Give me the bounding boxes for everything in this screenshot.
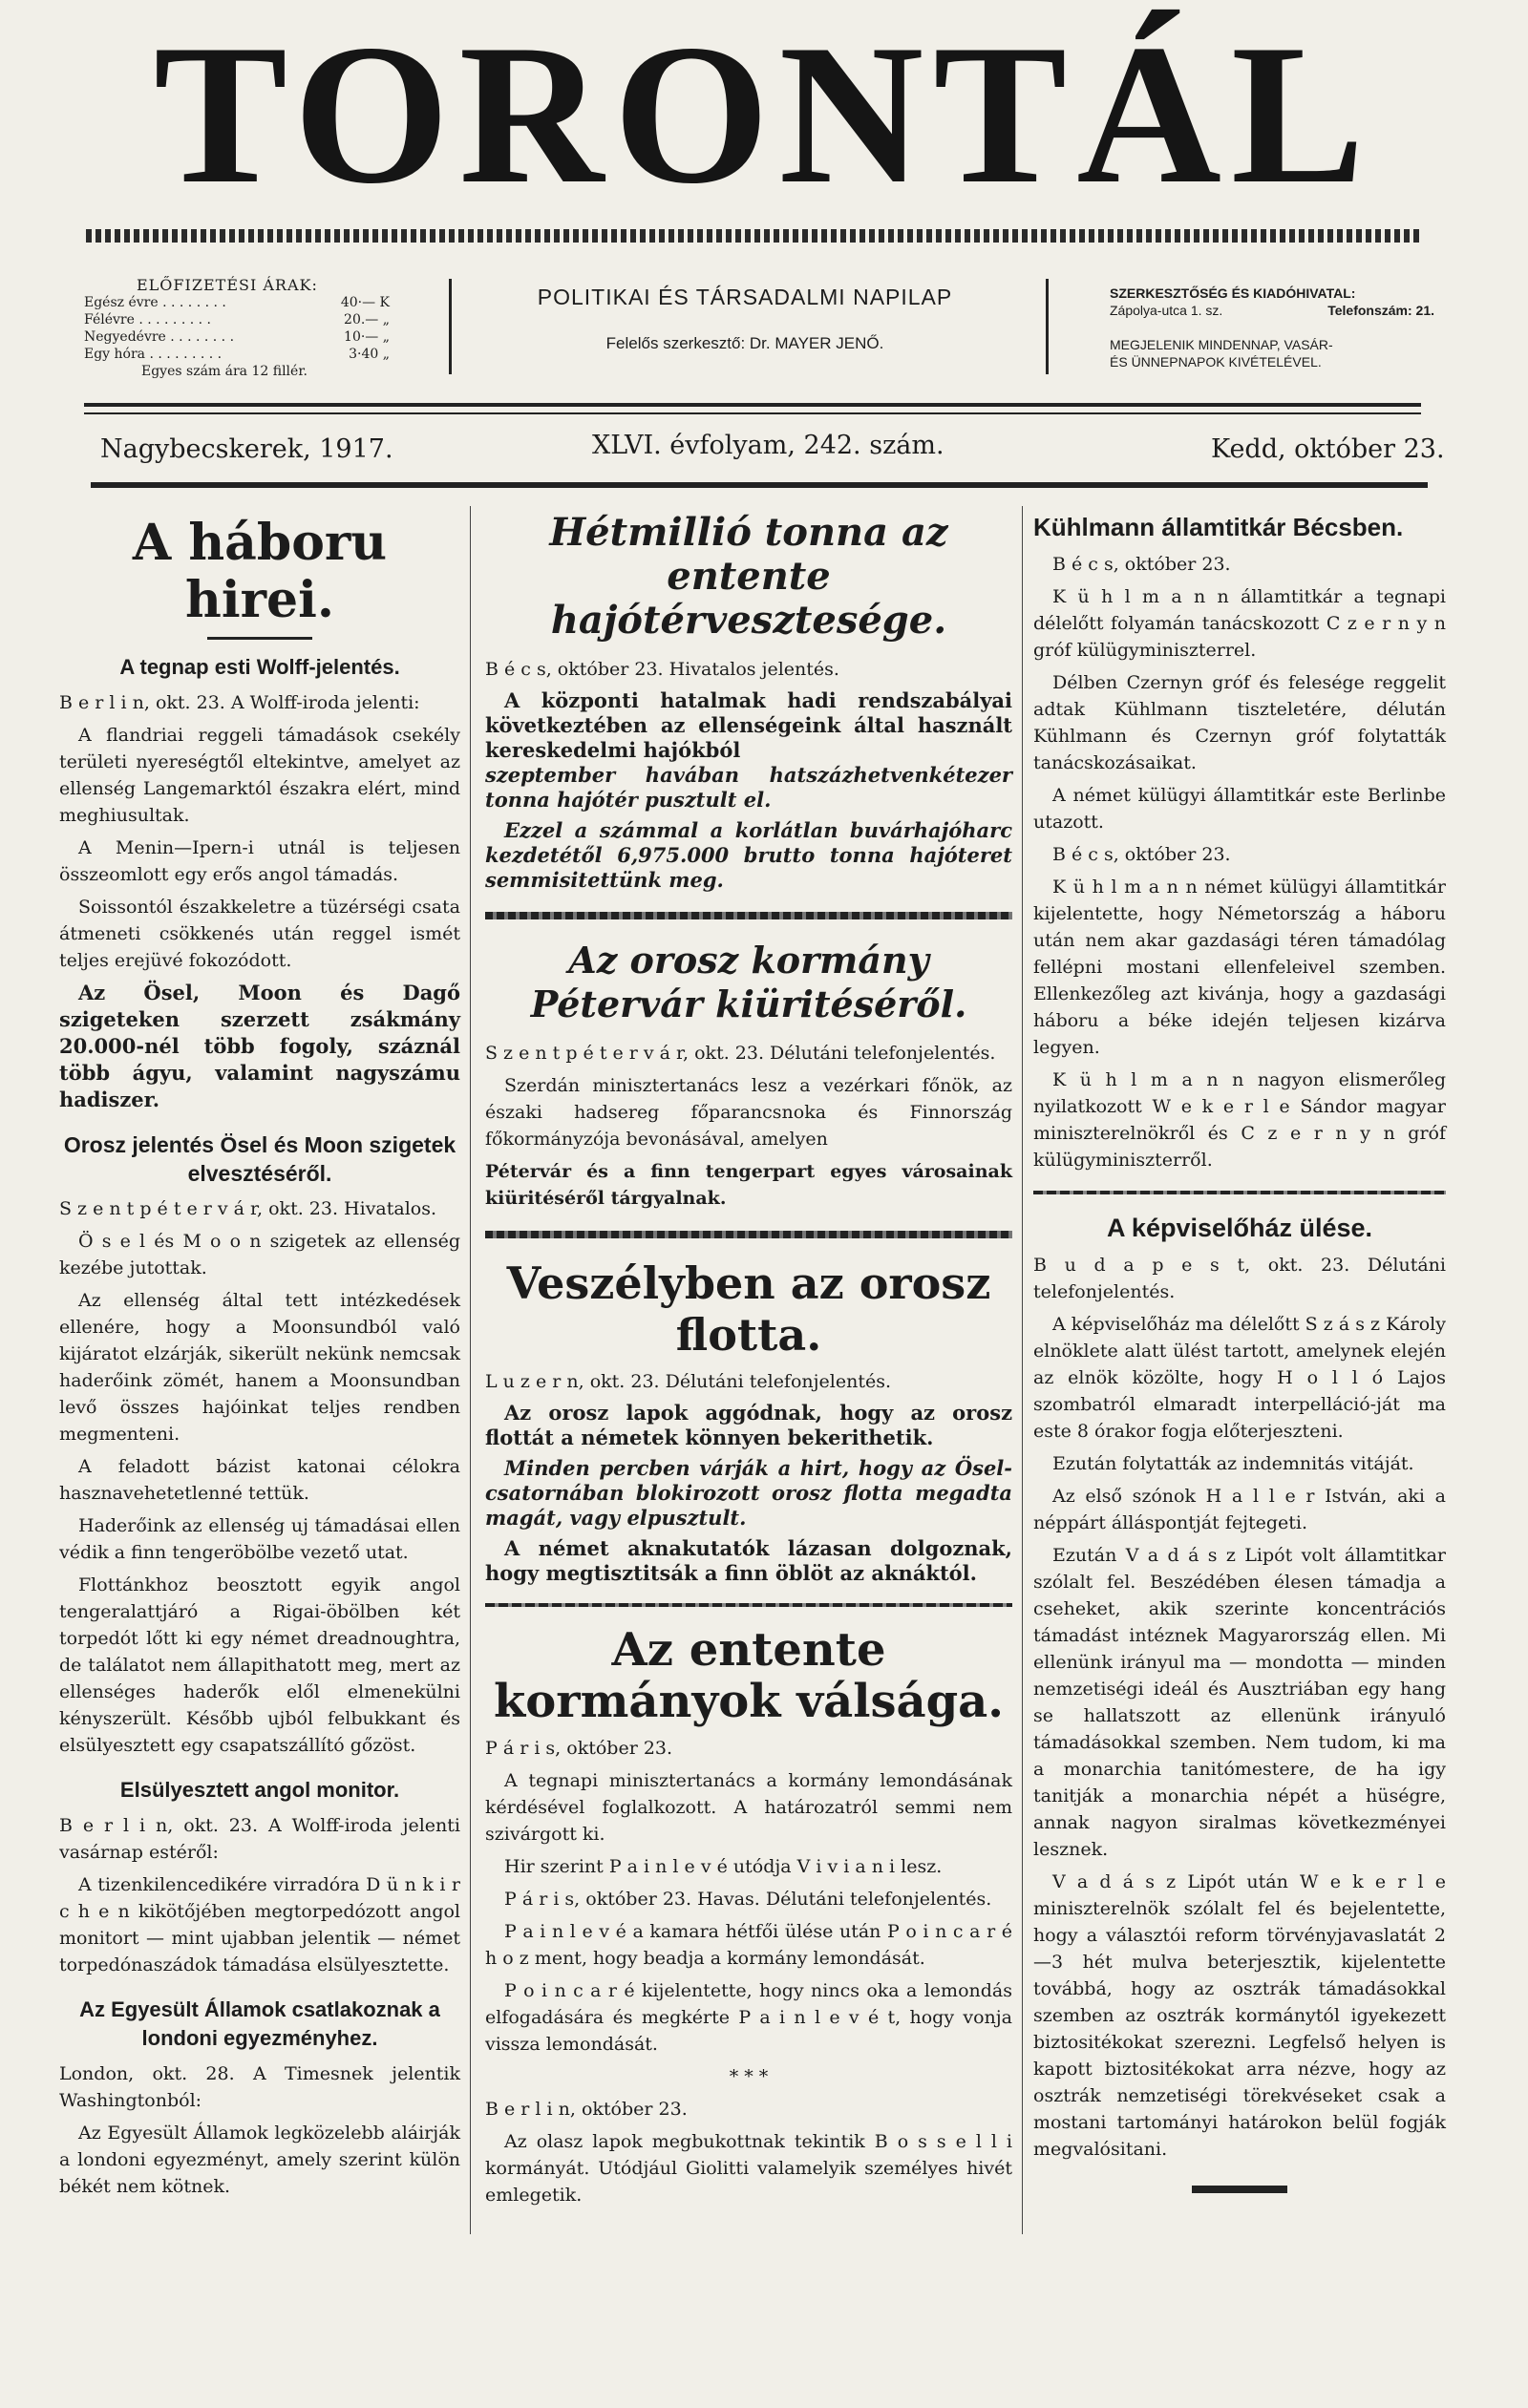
article-text: Haderőink az ellenség uj támadásai ellen védik a finn tengeröbölbe vezető utat. — [59, 1515, 460, 1563]
article-text: Ezzel a számmal a korlátlan buvárhajóharc kezdetétől 6,975.000 brutto tonna hajóteret semmisitettünk meg. — [485, 818, 1012, 892]
article-text: A központi hatalmak hadi rendszabályai következtében az ellenségeink által használt kereskedelmi hajókból — [485, 688, 1012, 762]
article-text: A tegnapi minisztertanács a kormány lemondásának kérdésével foglalkozott. A határozatról semmi nem szivárgott ki. — [485, 1770, 1012, 1845]
article-title: Az Egyesült Államok csatlakoznak a londoni egyezményhez. — [79, 1997, 440, 2050]
article-text: A Menin—Ipern-i utnál is teljesen összeomlott egy erős angol támadás. — [59, 837, 460, 885]
article-text: A német külügyi államtitkár este Berlinbe utazott. — [1033, 785, 1446, 833]
article-text: P á r i s, október 23. — [485, 1738, 673, 1759]
article-text: P o i n c a r é kijelentette, hogy nincs oka a lemondás elfogadására és megkérte P a i n l e v é t, hogy vonja vissza lemondását. — [485, 1980, 1012, 2055]
article-text: K ü h l m a n n nagyon elismerőleg nyilatkozott W e k e r l e Sándor magyar miniszterelnökről és C z e r n y n gróf külügyminiszterről. — [1033, 1069, 1446, 1171]
article-text: szeptember havában hatszázhetvenkétezer tonna hajótér pusztult el. — [485, 763, 1012, 812]
article-text: Az orosz lapok aggódnak, hogy az orosz flottát a németek könnyen bekerithetik. — [485, 1401, 1012, 1449]
article-text: Szerdán minisztertanács lesz a vezérkari főnök, az északi hadsereg főparancsnoka és Finnország főkormányzója bevonásával, amelyen — [485, 1075, 1012, 1150]
subscription-heading: ELŐFIZETÉSI ÁRAK: — [137, 276, 318, 294]
price-row: Negyedévre . . . . . . . . 10·— „ — [84, 329, 390, 345]
dateline-place: Nagybecskerek, 1917. — [100, 434, 393, 464]
article-text: Ezután V a d á s z Lipót volt államtitkar szólalt fel. Beszédében élesen támadja a cseheket, akik szerinte koncentrációs támadást intéznek Magyarország ellen. Mi ellenünk irányul ma — mondotta — minden nemzetiségi ideál és Ausztriában egy hang se hallatszott az ellenünk irányuló támadásokkal szemben. Nem tudom, ki ma a monarchia tanitómestere, de ha igy tanitják a monarchia népét a hüségre, annak nagyon siralmas következményei lesznek. — [1033, 1545, 1446, 1860]
article-text: B e r l i n, október 23. — [485, 2099, 688, 2120]
article-text: B é c s, október 23. — [1052, 554, 1231, 575]
article-text: A flandriai reggeli támadások csekély területi nyereségtől eltekintve, amelyet az ellenség Langemarktól északra elért, mind meghiusultak. — [59, 725, 460, 826]
article-text: K ü h l m a n n német külügyi államtitkár kijelentette, hogy Németország a háboru után nem akar gazdasági téren támadólag fellépni mostani ellenfeleivel szemben. Ellenkezőleg azt kivánja, hogy a gazdasági háboru a béke idején teljesen kizárva legyen. — [1033, 877, 1446, 1058]
article-text: S z e n t p é t e r v á r, okt. 23. Hivatalos. — [59, 1198, 437, 1219]
price-row: Egy hóra . . . . . . . . . 3·40 „ — [84, 347, 390, 362]
article-text: L u z e r n, okt. 23. Délutáni telefonjelentés. — [485, 1371, 892, 1392]
article-title: A képviselőház ülése. — [1106, 1214, 1373, 1242]
dateline-rule — [91, 482, 1428, 488]
schedule-line: MEGJELENIK MINDENNAP, VASÁR- — [1110, 337, 1333, 352]
price-row: Félévre . . . . . . . . . 20.— „ — [84, 312, 390, 327]
article-text: B e r l i n, okt. 23. A Wolff-iroda jelenti: — [59, 692, 420, 713]
article-title: Orosz jelentés Ösel és Moon szigetek elvesztéséről. — [63, 1132, 456, 1186]
ornament-rule — [86, 229, 1423, 243]
article-title: A tegnap esti Wolff-jelentés. — [119, 655, 400, 679]
office-heading: SZERKESZTŐSÉG ÉS KIADÓHIVATAL: — [1110, 285, 1356, 301]
dateline-issue: XLVI. évfolyam, 242. szám. — [592, 431, 944, 460]
article-title: Hétmillió tonna az entente hajótérvesztesége. — [549, 510, 948, 643]
article-text: Soissontól északkeletre a tüzérségi csata átmeneti csökkenés után reggel ismét teljes erejüvé fokozódott. — [59, 897, 460, 971]
stars-separator: * * * — [729, 2066, 769, 2087]
single-price: Egyes szám ára 12 fillér. — [141, 364, 308, 379]
price-row: Egész évre . . . . . . . . 40·— K — [84, 295, 390, 310]
section-separator — [485, 1603, 1012, 1607]
article-text: Ezután folytatták az indemnitás vitáját. — [1052, 1453, 1414, 1474]
schedule-line: ÉS ÜNNEPNAPOK KIVÉTELÉVEL. — [1110, 354, 1322, 370]
section-separator — [1033, 1191, 1446, 1194]
article-text: A tizenkilencedikére virradóra D ü n k i r c h e n kikötőjében megtorpedózott angol monitort — mint ujabban jelentik — német torpedónaszádok támadása elsülyesztette. — [59, 1874, 460, 1975]
article-text: Minden percben várják a hirt, hogy az Ösel-csatornában blokirozott orosz flotta megadta magát, vagy elpusztult. — [485, 1456, 1012, 1530]
article-text: Az Ösel, Moon és Dagő szigeteken szerzett zsákmány 20.000-nél több fogoly, száznál több ágyu, valamint nagyszámu hadiszer. — [59, 981, 460, 1111]
article-text: B u d a p e s t, okt. 23. Délutáni telefonjelentés. — [1033, 1255, 1446, 1302]
article-text: A képviselőház ma délelőtt S z á s z Károly elnöklete alatt ülést tartott, amelynek elején az elnök közölte, hogy H o l l ó Lajos szombatról elmaradt interpelláció-ját ma este 8 órakor fogja előterjeszteni. — [1033, 1314, 1446, 1442]
section-separator — [485, 1231, 1012, 1238]
war-news-title: A háboru hirei. — [132, 514, 388, 629]
article-text: P a i n l e v é a kamara hétfői ülése után P o i n c a r é h o z ment, hogy beadja a kormány lemondását. — [485, 1921, 1012, 1969]
article-text: S z e n t p é t e r v á r, okt. 23. Délutáni telefonjelentés. — [485, 1043, 996, 1064]
article-title: Az entente kormányok válsága. — [494, 1623, 1004, 1728]
column-rule — [470, 506, 471, 2234]
subscription-block — [84, 277, 390, 380]
article-text: Pétervár és a finn tengerpart egyes városainak kiüritéséről tárgyalnak. — [485, 1161, 1012, 1209]
article-text: Az első szónok H a l l e r István, aki a néppárt álláspontját fejtegeti. — [1033, 1486, 1446, 1533]
office-address: Zápolya-utca 1. sz. — [1110, 303, 1223, 318]
article-text: A feladott bázist katonai célokra hasznavehetetlenné tettük. — [59, 1456, 460, 1504]
article-text: Az ellenség által tett intézkedések ellenére, hogy a Moonsundból való kijáratot elzárják, sikerült nekünk nemcsak haderőink zömét, hanem a Moonsundban levő összes hajóinkat teljes rendben megmenteni. — [59, 1290, 460, 1445]
article-text: K ü h l m a n n államtitkár a tegnapi délelőtt folyamán tanácskozott C z e r n y n gróf külügyminiszterrel. — [1033, 586, 1446, 661]
article-text: London, okt. 28. A Timesnek jelentik Washingtonból: — [59, 2063, 460, 2111]
article-text: Az olasz lapok megbukottnak tekintik B o s s e l l i kormányát. Utódjául Giolitti valamelyik személyes hivét emlegetik. — [485, 2131, 1012, 2206]
subtitle: POLITIKAI ÉS TÁRSADALMI NAPILAP — [537, 285, 953, 309]
article-title: Veszélyben az orosz flotta. — [506, 1257, 991, 1361]
office-block — [1110, 285, 1434, 370]
header-rule — [84, 403, 1421, 407]
article-text: Ö s e l és M o o n szigetek az ellenség kezébe jutottak. — [59, 1231, 460, 1278]
editor-line: Felelős szerkesztő: Dr. MAYER JENŐ. — [605, 334, 884, 352]
title-rule — [207, 637, 312, 640]
article-text: A német aknakutatók lázasan dolgoznak, hogy megtisztitsák a finn öblöt az aknáktól. — [485, 1536, 1012, 1585]
article-text: Hir szerint P a i n l e v é utódja V i v i a n i lesz. — [504, 1856, 943, 1877]
masthead-title: TORONTÁL — [153, 4, 1375, 225]
header-divider — [1046, 279, 1049, 374]
article-text: Az Egyesült Államok legközelebb aláirják a londoni egyezményt, amely szerint külön békét nem kötnek. — [59, 2123, 460, 2197]
section-separator — [485, 912, 1012, 919]
article-text: B e r l i n, okt. 23. A Wolff-iroda jelenti vasárnap estéről: — [59, 1815, 460, 1863]
article-title: Kühlmann államtitkár Bécsben. — [1033, 513, 1404, 541]
column-left — [59, 511, 460, 2206]
header-rule — [84, 412, 1421, 414]
office-phone: Telefonszám: 21. — [1327, 303, 1434, 318]
column-middle — [485, 511, 1012, 2214]
article-text: Flottánkhoz beosztott egyik angol tengeralattjáró a Rigai-öbölben két torpedót lőtt ki egy német dreadnoughtra, de találatot nem állapithatott meg, mert az ellenséges haderők elől elmenekülni kényszerült. Később ujból felbukkant és elsülyesztett egy csapatszállító gőzöst. — [59, 1574, 460, 1756]
article-text: V a d á s z Lipót után W e k e r l e miniszterelnök szólalt fel és bejelentette, hogy a választói reform törvényjavaslatát 2—3 hét mulva beterjesztik, kijelentette továbbá, hogy az osztrák támadásokkal szemben az osztrák kormánytól igyekezett biztositékokat szerezni. Legfelső helyen is kapott biztositékokat arra nézve, hogy az osztrák nemzetiségi törekvéseket csak a mostani tartományi határokon belül fogják megvalósitani. — [1033, 1871, 1446, 2160]
article-text: P á r i s, október 23. Havas. Délutáni telefonjelentés. — [504, 1889, 992, 1910]
column-rule — [1022, 506, 1023, 2234]
header-divider — [449, 279, 452, 374]
article-text: B é c s, október 23. Hivatalos jelentés. — [485, 659, 839, 680]
article-text: Délben Czernyn gróf és felesége reggelit adtak Kühlmann tiszteletére, délután Kühlmann és Czernyn gróf folytatták tanácskozásaikat. — [1033, 672, 1446, 773]
article-text: B é c s, október 23. — [1052, 844, 1231, 865]
column-right — [1033, 511, 1446, 2193]
end-rule — [1192, 2186, 1287, 2193]
dateline-date: Kedd, október 23. — [1211, 434, 1445, 464]
article-title: Elsülyesztett angol monitor. — [119, 1778, 400, 1802]
article-title: Az orosz kormány Pétervár kiüritéséről. — [530, 939, 967, 1025]
